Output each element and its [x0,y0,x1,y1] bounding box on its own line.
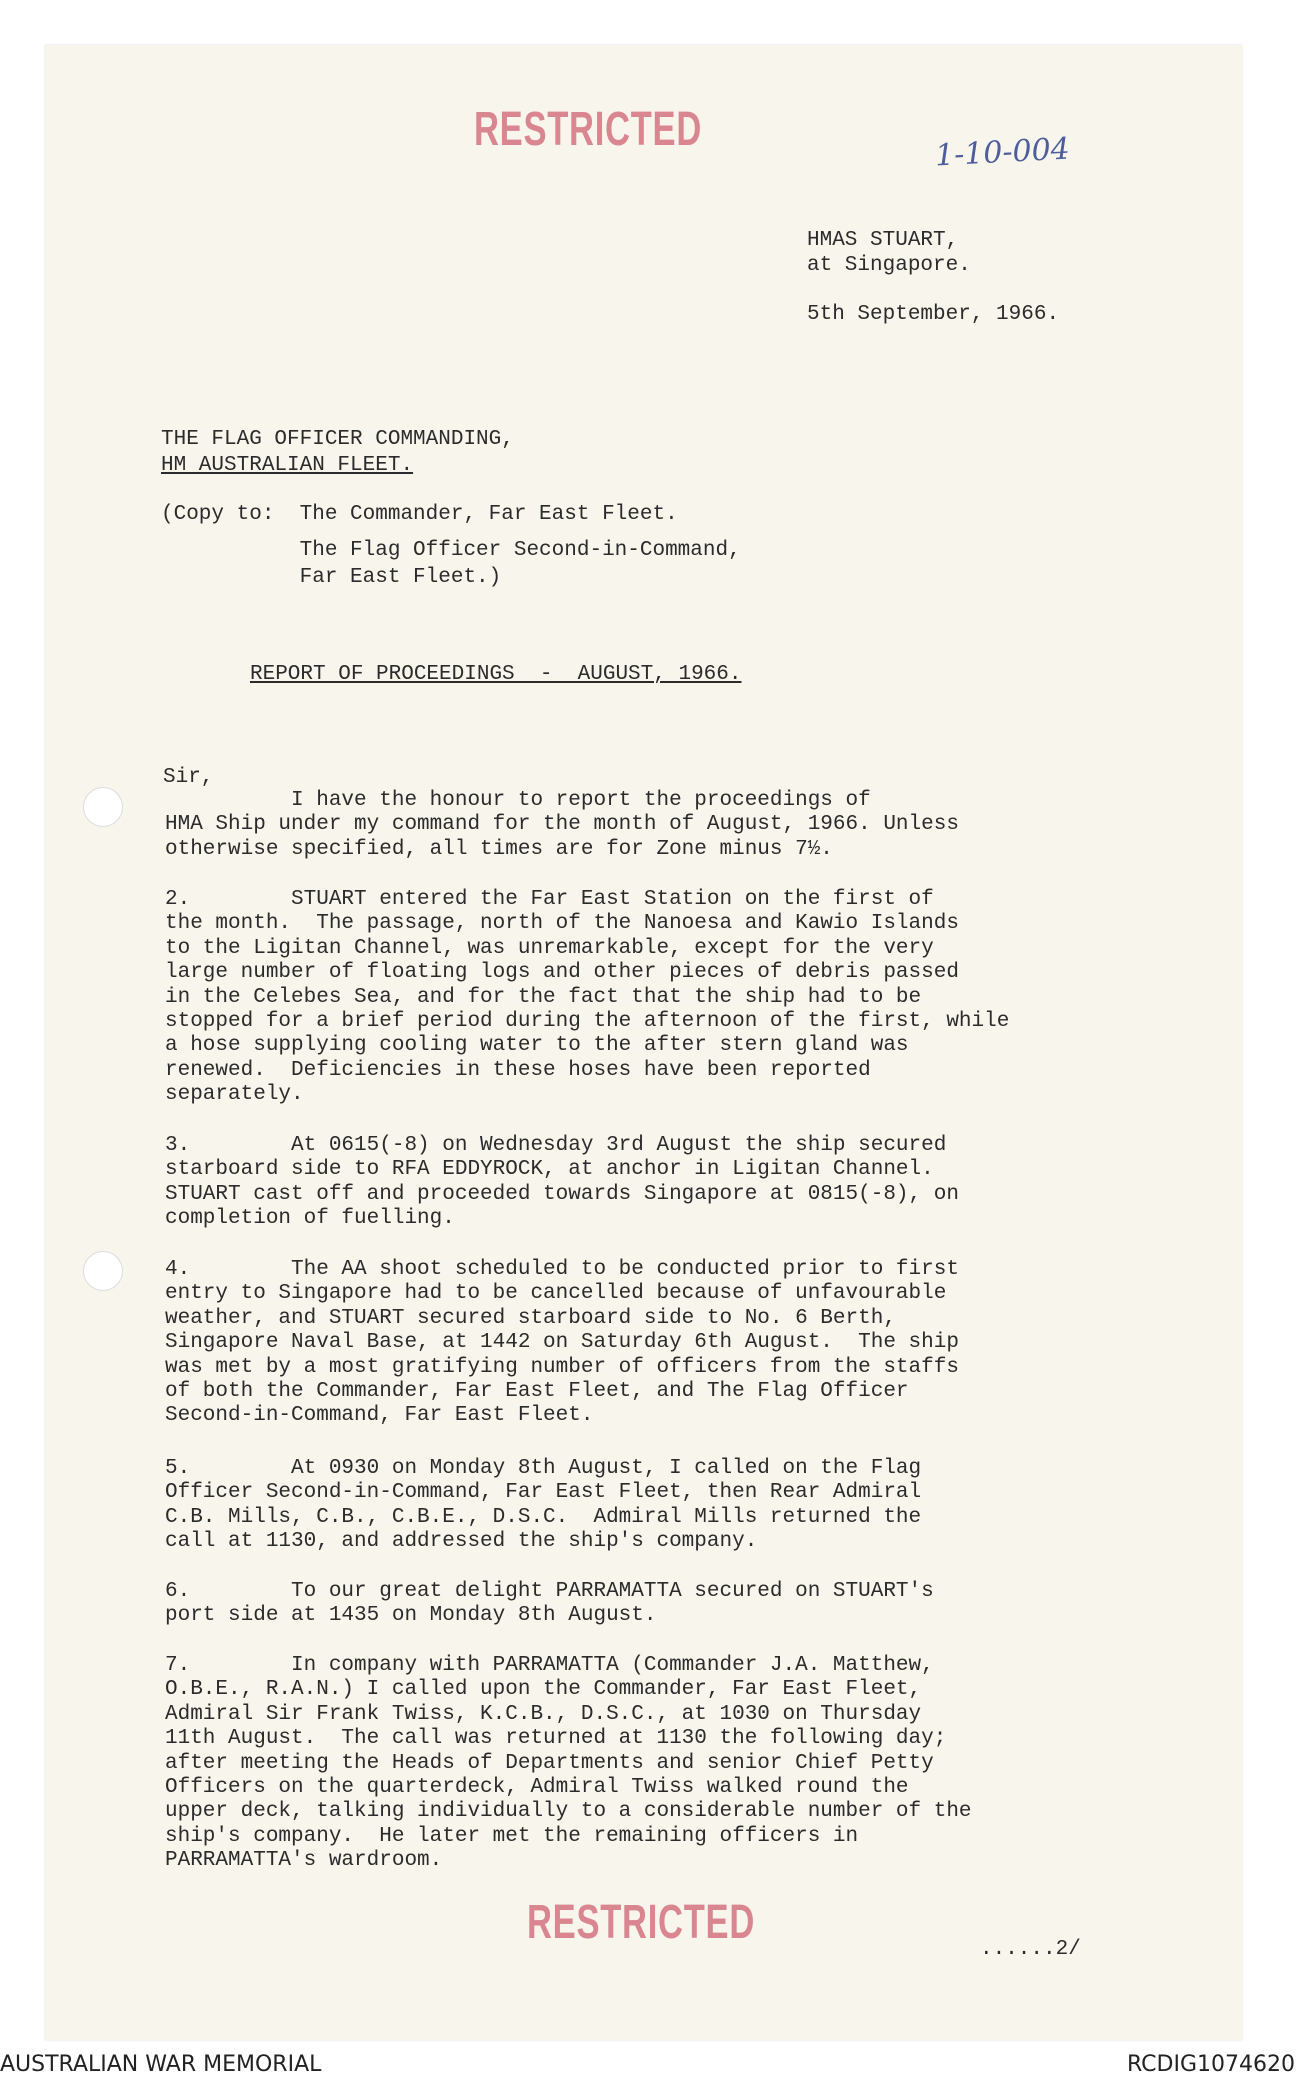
letter-date: 5th September, 1966. [807,303,1060,326]
addressee-line-1: THE FLAG OFFICER COMMANDING, [161,428,514,451]
paragraph-7: 7. In company with PARRAMATTA (Commander J.A. Matthew, O.B.E., R.A.N.) I called upon the Commander, Far East Fleet, Admiral Sir Frank Twiss, K.C.B., D.S.C., at 1030 on Thursday 11th August. The call was returned at 1130 the following day; after meeting the Heads of Departments and senior Chief Petty Officers on the quarterdeck, Admiral Twiss walked round the upper deck, talking individually to a considerable number of the ship's company. He later met the remaining officers in PARRAMATTA's wardroom. [165,1654,972,1873]
addressee-line-2: HM AUSTRALIAN FLEET. [161,454,414,477]
footer-left: AUSTRALIAN WAR MEMORIAL [0,2052,322,2077]
report-subject: REPORT OF PROCEEDINGS - AUGUST, 1966. [250,663,742,686]
paragraph-1: I have the honour to report the proceedings of HMA Ship under my command for the month of August, 1966. Unless otherwise specified, all times are for Zone minus 7½. [165,789,959,861]
punch-hole-bottom [83,1251,123,1291]
sender-line-1: HMAS STUART, [807,229,959,252]
paragraph-2: 2. STUART entered the Far East Station on the first of the month. The passage, north of the Nanoesa and Kawio Islands to the Ligitan Channel, was unremarkable, except for the very large number of floating logs and other pieces of debris passed in the Celebes Sea, and for the fact that the ship had to be stopped for a brief period during the afternoon of the first, while a hose supplying cooling water to the after stern gland was renewed. Deficiencies in these hoses have been reported separately. [165,888,1010,1107]
continuation-marker: ......2/ [980,1938,1081,1961]
copy-to-line-3: Far East Fleet.) [161,566,502,589]
restricted-stamp-top: RESTRICTED [474,103,703,156]
restricted-stamp-bottom: RESTRICTED [527,1896,756,1949]
sender-line-2: at Singapore. [807,254,971,277]
paragraph-5: 5. At 0930 on Monday 8th August, I called on the Flag Officer Second-in-Command, Far East Fleet, then Rear Admiral C.B. Mills, C.B., C.B.E., D.S.C. Admiral Mills returned the call at 1130, and addressed the ship's company. [165,1457,922,1554]
punch-hole-top [83,787,123,827]
copy-to-line-1: (Copy to: The Commander, Far East Fleet. [161,503,678,526]
handwritten-reference: 1-10-004 [934,131,1071,174]
copy-to-line-2: The Flag Officer Second-in-Command, [161,539,741,562]
paragraph-6: 6. To our great delight PARRAMATTA secured on STUART's port side at 1435 on Monday 8th August. [165,1580,934,1628]
salutation: Sir, [163,766,214,789]
paragraph-4: 4. The AA shoot scheduled to be conducted prior to first entry to Singapore had to be cancelled because of unfavourable weather, and STUART secured starboard side to No. 6 Berth, Singapore Naval Base, at 1442 on Saturday 6th August. The ship was met by a most gratifying number of officers from the staffs of both the Commander, Far East Fleet, and The Flag Officer Second-in-Command, Far East Fleet. [165,1258,959,1428]
paragraph-3: 3. At 0615(-8) on Wednesday 3rd August the ship secured starboard side to RFA EDDYROCK, at anchor in Ligitan Channel. STUART cast off and proceeded towards Singapore at 0815(-8), on completion of fuelling. [165,1134,959,1231]
footer-right: RCDIG1074620 [1126,2052,1295,2077]
